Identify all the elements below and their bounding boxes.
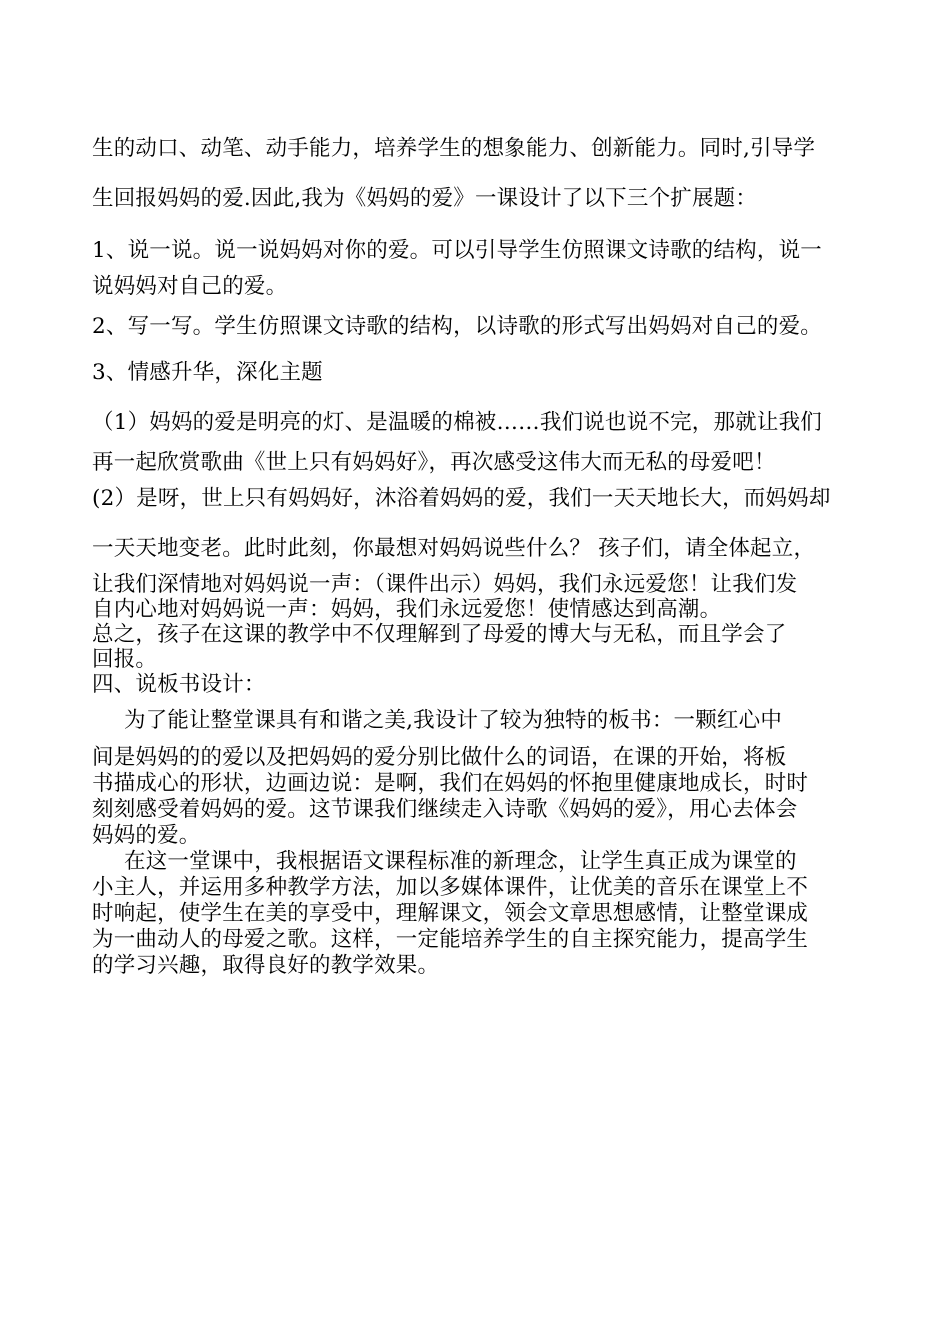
text-line: 2、写一写。学生仿照课文诗歌的结构，以诗歌的形式写出妈妈对自己的爱。 (92, 314, 822, 339)
text-line: 1、说一说。说一说妈妈对你的爱。可以引导学生仿照课文诗歌的结构，说一 (92, 238, 822, 263)
text-line: 为一曲动人的母爱之歌。这样，一定能培养学生的自主探究能力，提高学生 (92, 927, 809, 952)
text-line: 回报。 (92, 647, 158, 672)
text-line: 说妈妈对自己的爱。 (92, 274, 288, 299)
text-line: 生的动口、动笔、动手能力，培养学生的想象能力、创新能力。同时,引导学 (92, 136, 816, 161)
text-line: （1）妈妈的爱是明亮的灯、是温暖的棉被……我们说也说不完，那就让我们 (92, 410, 822, 435)
text-line: 为了能让整堂课具有和谐之美,我设计了较为独特的板书：一颗红心中 (124, 708, 783, 733)
text-line: 再一起欣赏歌曲《世上只有妈妈好》，再次感受这伟大而无私的母爱吧！ (92, 450, 776, 475)
section-heading: 四、说板书设计： (92, 672, 266, 697)
text-line: 时响起，使学生在美的享受中，理解课文，领会文章思想感情，让整堂课成 (92, 901, 809, 926)
text-line: 妈妈的爱。 (92, 823, 201, 848)
text-line: 刻刻感受着妈妈的爱。这节课我们继续走入诗歌《妈妈的爱》，用心去体会 (92, 797, 798, 822)
text-line: 生回报妈妈的爱.因此,我为《妈妈的爱》一课设计了以下三个扩展题： (92, 186, 758, 211)
text-line: 让我们深情地对妈妈说一声：（课件出示）妈妈，我们永远爱您！让我们发 (92, 572, 798, 597)
text-line: 在这一堂课中，我根据语文课程标准的新理念，让学生真正成为课堂的 (124, 849, 797, 874)
text-line: 间是妈妈的的爱以及把妈妈的爱分别比做什么的词语，在课的开始，将板 (92, 745, 787, 770)
text-line: 的学习兴趣，取得良好的教学效果。 (92, 953, 440, 978)
text-line: 书描成心的形状，边画边说：是啊，我们在妈妈的怀抱里健康地成长，时时 (92, 771, 809, 796)
text-line: 一天天地变老。此时此刻，你最想对妈妈说些什么？ 孩子们，请全体起立， (92, 536, 816, 561)
text-line: (2）是呀，世上只有妈妈好，沐浴着妈妈的爱，我们一天天地长大，而妈妈却 (92, 486, 831, 511)
text-line: 小主人，并运用多种教学方法，加以多媒体课件，让优美的音乐在课堂上不 (92, 875, 809, 900)
text-line: 总之，孩子在这课的教学中不仅理解到了母爱的博大与无私，而且学会了 (92, 622, 787, 647)
text-line: 自内心地对妈妈说一声：妈妈，我们永远爱您！使情感达到高潮。 (92, 597, 722, 622)
section-heading: 3、情感升华，深化主题 (92, 360, 323, 385)
